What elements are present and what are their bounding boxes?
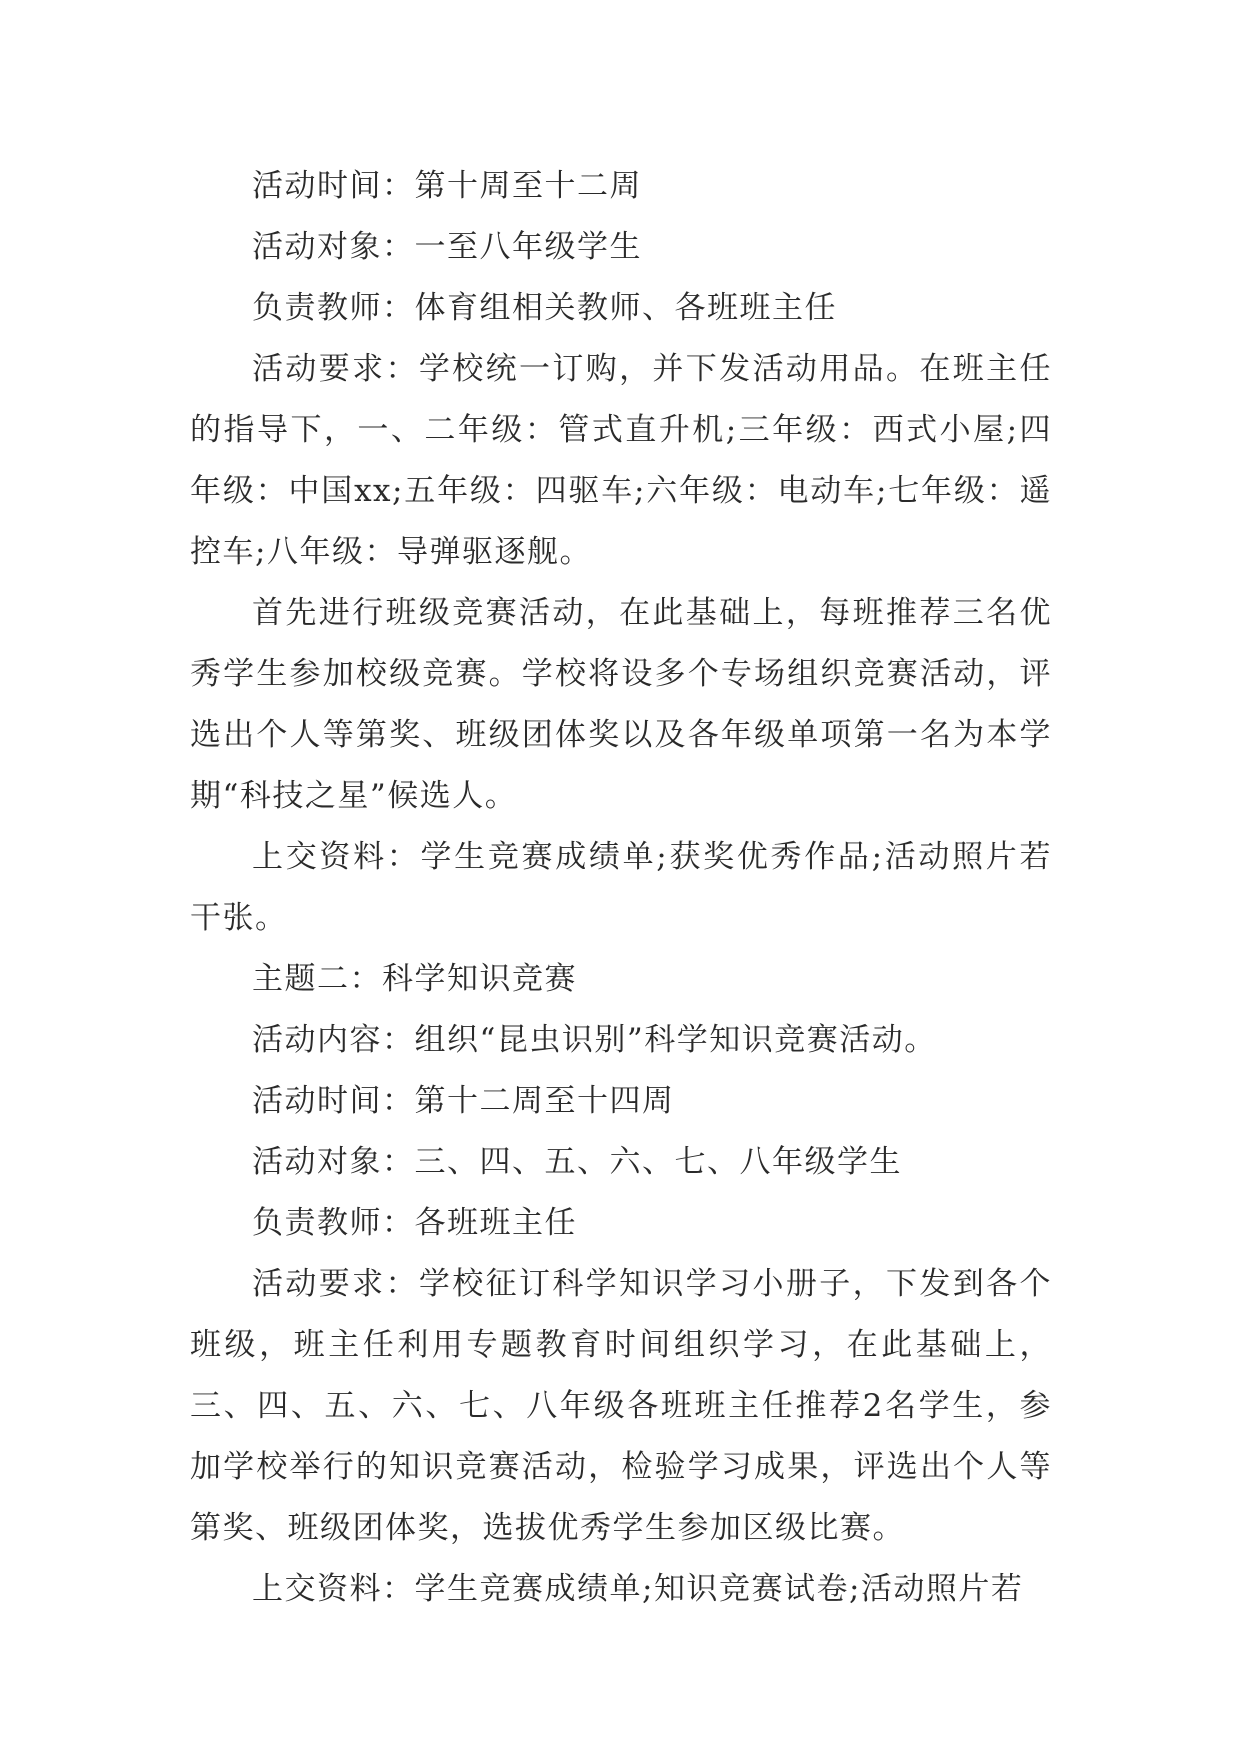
paragraph-activity-target-1: 活动对象：一至八年级学生 xyxy=(252,229,642,265)
paragraph-competition-process: 首先进行班级竞赛活动，在此基础上，每班推荐三名优秀学生参加校级竞赛。学校将设多个专场组织竞赛活动，评选出个人等第奖、班级团体奖以及各年级单项第一名为本学期“科技之星”候选人。 xyxy=(190,595,1052,814)
paragraph-activity-content-2: 活动内容：组织“昆虫识别”科学知识竞赛活动。 xyxy=(252,1022,937,1058)
paragraph-theme-two: 主题二：科学知识竞赛 xyxy=(252,961,577,997)
paragraph-teacher-2: 负责教师：各班班主任 xyxy=(252,1205,577,1241)
paragraph-activity-time-2: 活动时间：第十二周至十四周 xyxy=(252,1083,675,1119)
paragraph-activity-target-2: 活动对象：三、四、五、六、七、八年级学生 xyxy=(252,1144,902,1180)
paragraph-submission-2: 上交资料：学生竞赛成绩单;知识竞赛试卷;活动照片若 xyxy=(252,1571,1024,1607)
paragraph-requirements-2: 活动要求：学校征订科学知识学习小册子，下发到各个班级，班主任利用专题教育时间组织学习，在此基础上，三、四、五、六、七、八年级各班班主任推荐2名学生，参加学校举行的知识竞赛活动，检验学习成果，评选出个人等第奖、班级团体奖，选拔优秀学生参加区级比赛。 xyxy=(190,1266,1052,1546)
paragraph-requirements-1: 活动要求：学校统一订购，并下发活动用品。在班主任的指导下，一、二年级：管式直升机;三年级：西式小屋;四年级：中国xx;五年级：四驱车;六年级：电动车;七年级：遥控车;八年级：导弹驱逐舰。 xyxy=(190,351,1052,570)
paragraph-activity-time-1: 活动时间：第十周至十二周 xyxy=(252,168,642,204)
document-body xyxy=(190,156,1052,1620)
paragraph-submission-1: 上交资料：学生竞赛成绩单;获奖优秀作品;活动照片若干张。 xyxy=(190,839,1052,936)
paragraph-teacher-1: 负责教师：体育组相关教师、各班班主任 xyxy=(252,290,837,326)
